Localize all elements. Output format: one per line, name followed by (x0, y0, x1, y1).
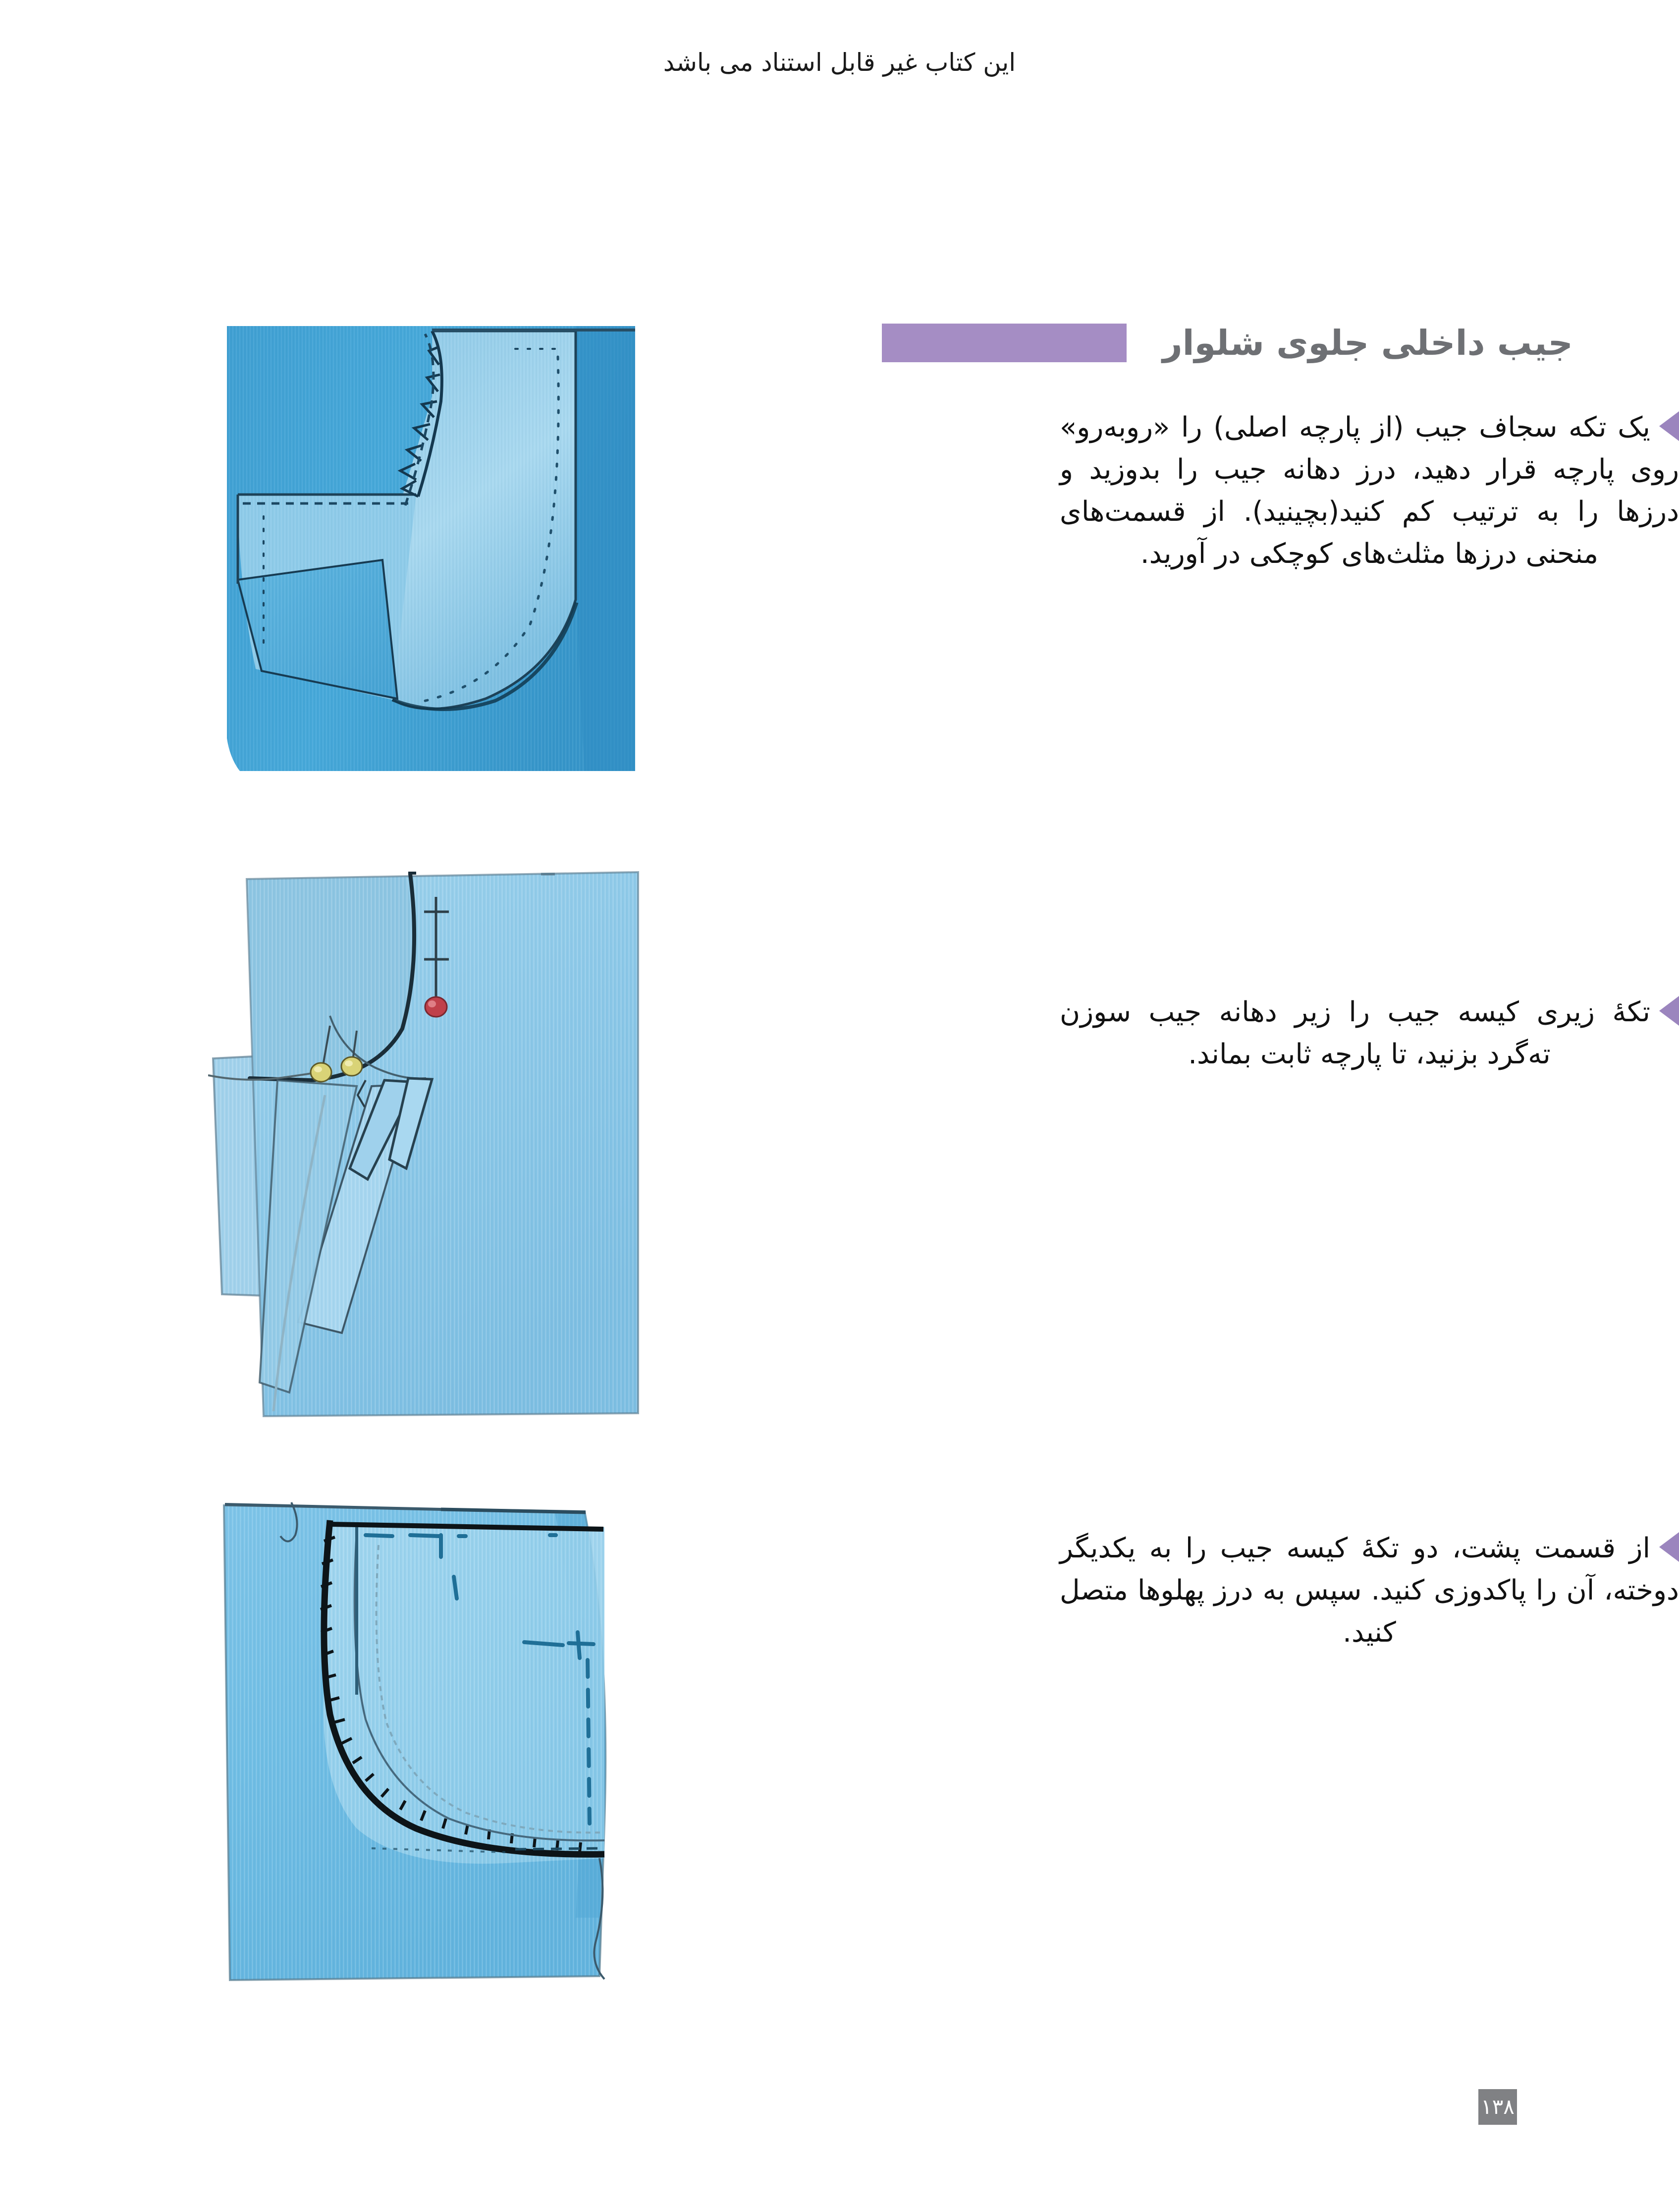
page-number: ۱۳۸ (1481, 2095, 1515, 2119)
step-3-paragraph (1060, 1527, 1679, 1654)
step-2-paragraph (1060, 991, 1679, 1075)
triangle-left-icon (1659, 411, 1679, 441)
figure-3-pocket-bag-seam (208, 1482, 644, 1987)
running-header: این کتاب غیر قابل استناد می باشد (663, 48, 1016, 77)
page-number-badge (1478, 2089, 1517, 2125)
accent-bar (882, 324, 1127, 362)
step-1-text: یک تکه سجاف جیب (از پارچه اصلی) را «روبه‌رو» روی پارچه قرار دهید، درز دهانه جیب را بدوزید و درزها را به ترتیب کم کنید(بچینید). از قسمت‌های منحنی درزها مثلث‌های کوچکی در آورید. (1060, 411, 1679, 570)
step-2-text: تکهٔ زیری کیسه جیب را زیر دهانه جیب سوزن ته‌گرد بزنید، تا پارچه ثابت بماند. (1060, 996, 1650, 1071)
triangle-left-icon (1659, 996, 1679, 1026)
step-3-text: از قسمت پشت، دو تکهٔ کیسه جیب را به یکدیگر دوخته، آن را پاکدوزی کنید. سپس به درز پهلوها متصل کنید. (1060, 1532, 1679, 1649)
section-title-row (882, 320, 1573, 366)
figure-2-pocket-bag-pinning (208, 862, 644, 1422)
figure-1-pocket-facing (208, 322, 644, 783)
step-1-paragraph (1060, 406, 1679, 575)
page-title: جیب داخلی جلوی شلوار (1162, 323, 1573, 363)
triangle-left-icon (1659, 1532, 1679, 1562)
